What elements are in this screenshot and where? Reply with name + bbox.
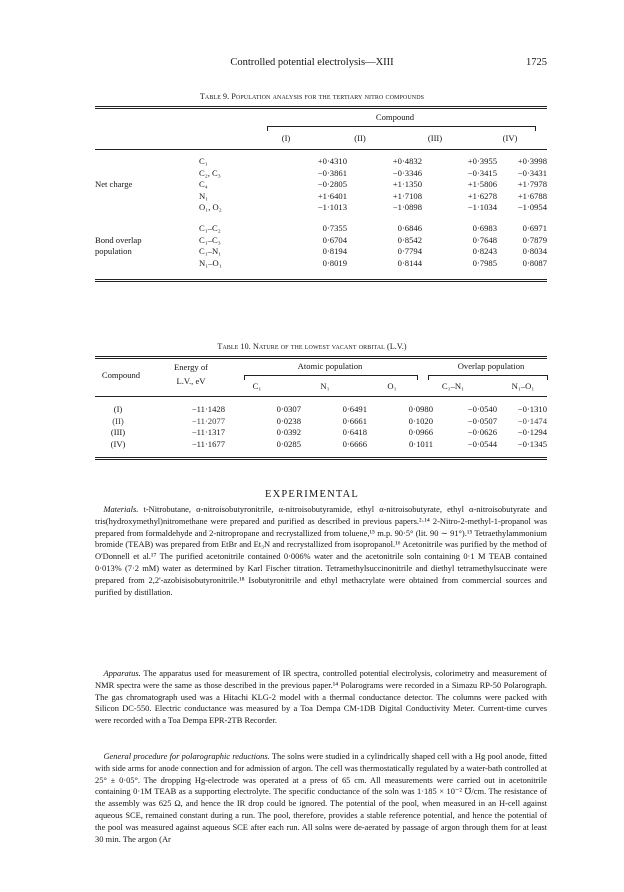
compound-cell: (III) (110, 427, 126, 437)
table-cell: −0·1474 (517, 415, 547, 426)
table9-caption-label: Table 9. (199, 92, 230, 101)
table10-energy-header-line2: L.V., eV (176, 376, 206, 386)
table9-col-header: (I) (281, 133, 291, 143)
table-cell: 0·1011 (408, 438, 433, 449)
table-row (95, 156, 547, 168)
table10-col-header: N₁–O₁ (511, 381, 535, 391)
table-cell: −0·0626 (467, 427, 497, 437)
table-cell: +0·4310 (317, 156, 347, 166)
compound-cell: (II) (112, 415, 124, 426)
table10-overlap-group-header: Overlap population (457, 361, 525, 371)
group-label: Net charge (95, 179, 133, 189)
table-row (95, 404, 547, 416)
table-cell: 0·6666 (342, 438, 367, 449)
table-cell: 0·6704 (322, 234, 347, 245)
table9-bottom-rule (95, 279, 547, 280)
table10-overlap-brace (428, 375, 548, 380)
table-cell: 0·8019 (322, 257, 347, 268)
table9-col-header: (IV) (502, 133, 518, 143)
table-cell: −1·1013 (317, 202, 347, 212)
table9-col-header: (II) (354, 133, 366, 143)
table10-col-header: O₁ (387, 381, 397, 391)
table-cell: +1·6788 (517, 190, 547, 201)
paragraph-label: General procedure for polarographic reductions. (103, 751, 270, 761)
table-cell: −0·3861 (317, 167, 347, 178)
compound-cell: (IV) (110, 438, 126, 449)
energy-cell: −11·1428 (191, 404, 225, 414)
group-label (95, 258, 199, 270)
table-cell: 0·8243 (472, 246, 497, 256)
table-cell: 0·6983 (472, 223, 497, 233)
table-cell: 0·6418 (342, 427, 367, 437)
paragraph-label: Materials. (103, 504, 139, 514)
energy-cell: −11·2077 (191, 415, 225, 426)
group-label (95, 168, 199, 180)
table-cell: 0·0966 (408, 427, 433, 437)
page-number: 1725 (526, 57, 547, 68)
atom-label: N₁ (199, 190, 209, 201)
table10-caption (0, 342, 624, 351)
table-cell: 0·6661 (342, 415, 367, 426)
table10-body (95, 404, 547, 450)
table10-energy-header-line1: Energy of (174, 362, 208, 372)
table-cell: 0·0980 (408, 404, 433, 414)
atom-label: C₁–C₂ (199, 223, 221, 233)
table-cell: 0·0392 (276, 427, 301, 437)
table9-top-rule (95, 106, 547, 107)
table-cell: 0·0238 (276, 415, 301, 426)
table-cell: 0·0307 (276, 404, 301, 414)
table-cell: +0·4832 (392, 156, 422, 166)
paragraph-text: The apparatus used for measurement of IR spectra, controlled potential electrolysis, colorimetry and measurement of NMR spectra were the same as those described in the previous paper.¹⁴ Polarograms were recorded in a Simazu RP-50 Polarograph. The gas chromatograph used was a Hitachi KLG-2 model with a thermal conductance detector. The columns were packed with Silicon DC-550. Electric conductance was measured by a Toa Dempa CM-1DB Digital Conductivity Meter. Current-time curves were recorded with a Toa Dempa EPR-2TB Recorder. (95, 668, 547, 726)
table-row (95, 179, 547, 191)
apparatus-paragraph (95, 668, 547, 727)
table-row (95, 246, 547, 258)
table-cell: +1·7108 (392, 190, 422, 201)
energy-cell: −11·1317 (191, 427, 225, 437)
table-cell: 0·0285 (276, 438, 301, 449)
table-cell: −1·0954 (517, 202, 547, 212)
group-label: population (95, 246, 132, 256)
table-cell: 0·7355 (322, 223, 347, 233)
table-cell: −1·0898 (392, 202, 422, 212)
table-cell: 0·1020 (408, 415, 433, 426)
table-cell: −0·2805 (317, 179, 347, 189)
table10-bottom-rule (95, 457, 547, 458)
table-cell: +0·3998 (517, 156, 547, 166)
atom-label: C₂, C₃ (199, 167, 221, 178)
atom-label: C₁–C₃ (199, 234, 221, 245)
paragraph-text: t-Nitrobutane, α-nitroisobutyronitrile, α-nitroisobutyramide, ethyl α-nitroisobutyrate, ethyl α-nitroisobutyrate and tris(hydroxymethyl)nitromethane were prepared and purified as described in previous papers.²·¹⁴ 2-Nitro-2-methyl-1-propanol was prepared from formaldehyde and 2-nitropropane and recrystallized from toluene,¹⁵ m.p. 90·5° (lit. 90 ∼ 91°).¹⁵ Tetraethylammonium bromide (TEAB) was prepared from EtBr and Et₃N and recrystallized from isopropanol.¹⁶ Acetonitrile was purified by the method of O'Donnell et al.¹⁷ The purified acetonitrile contained 0·006% water and the acetonitrile soln containing 0·1 M TEAB contained 0·013% (7·2 mM) water as determined by Karl Fischer titration. Tetramethylsuccinonitrile and diethyl tetramethylsuccinate were prepared from 2,2'-azobisisobutyronitrile.¹⁸ Isobutyronitrile and ethyl methacrylate were obtained from commercial sources and purified by distillation. (95, 504, 547, 597)
table-cell: 0·7985 (472, 257, 497, 268)
table-cell: −0·3431 (517, 167, 547, 178)
group-label (95, 223, 199, 235)
table-row (95, 258, 547, 270)
table-cell: −0·3346 (392, 167, 422, 178)
table-cell: 0·7879 (522, 234, 547, 245)
group-label (95, 191, 199, 203)
table10-col-header: N₁ (320, 381, 330, 391)
table9-caption-text: Population analysis for the tertiary nitro compounds (231, 92, 425, 101)
table-cell: −0·1345 (517, 438, 547, 449)
table9-caption (0, 92, 624, 101)
table-cell: 0·8087 (522, 257, 547, 268)
table10-atomic-group-header: Atomic population (297, 361, 363, 371)
table10-col-header: C₁ (252, 381, 262, 391)
table-cell: 0·7648 (472, 234, 497, 245)
table-cell: +0·3955 (467, 156, 497, 166)
table10-compound-header: Compound (101, 370, 141, 380)
table-cell: −0·0540 (467, 404, 497, 414)
table-row (95, 168, 547, 180)
table-row (95, 427, 547, 439)
materials-paragraph (95, 504, 547, 598)
table-cell: +1·1350 (392, 179, 422, 189)
table-row (95, 439, 547, 451)
table10-top-rule (95, 356, 547, 357)
atom-label: N₁–O₁ (199, 257, 222, 268)
table9-header-rule (95, 149, 547, 150)
table-cell: +1·6278 (467, 190, 497, 201)
energy-cell: −11·1677 (191, 438, 225, 449)
table10-header-rule (95, 396, 547, 397)
table-cell: 0·8542 (397, 234, 422, 245)
table9-group-header: Compound (375, 112, 415, 122)
atom-label: O₁, O₂ (199, 202, 222, 212)
atom-label: C₁–N₁ (199, 246, 222, 256)
table-cell: −0·1294 (517, 427, 547, 437)
table10-bottom-rule-double (95, 459, 547, 460)
table-cell: 0·8034 (522, 246, 547, 256)
section-heading: EXPERIMENTAL (264, 489, 360, 500)
table-cell: −0·3415 (467, 167, 497, 178)
table9-bond-overlap-group (95, 223, 547, 269)
table-cell: 0·7794 (397, 246, 422, 256)
table-cell: +1·5806 (467, 179, 497, 189)
paragraph-text: The solns were studied in a cylindrically shaped cell with a Hg pool anode, fitted with side arms for anode connection and for admission of argon. The cell was thermostatically regulated by a water-bath controlled at 25° ± 0·05°. The dropping Hg-electrode was operated at a press of 65 cm. All measurements were carried out in acetonitrile containing 0·1M TEAB as a supporting electrolyte. The specific conductance of the soln was 1·185 × 10⁻² ℧/cm. The resistance of the assembly was 625 Ω, and hence the IR drop could be ignored. The potential of the pool, when measured in an H-cell against aqueous SCE, remained constant during a run. The pool, therefore, provides a stable reference potential, and hence the potential of the pool was measured against aqueous SCE after each run. All solns were de-aerated by passage of argon through them for at least 30 min. The argon (Ar (95, 751, 547, 844)
table10-top-rule-double (95, 358, 547, 359)
table-cell: +1·6401 (317, 190, 347, 201)
table-cell: 0·6846 (397, 223, 422, 233)
running-title: Controlled potential electrolysis—XIII (230, 57, 394, 68)
table-cell: 0·8144 (397, 257, 422, 268)
table10-atomic-brace (244, 375, 418, 380)
atom-label: C₁ (199, 156, 208, 166)
table10-caption-label: Table 10. (217, 342, 251, 351)
table9-top-rule-double (95, 108, 547, 109)
paragraph-label: Apparatus. (103, 668, 141, 678)
general-procedure-paragraph (95, 751, 547, 845)
table-row (95, 416, 547, 428)
group-label (95, 202, 199, 214)
table-cell: +1·7978 (517, 179, 547, 189)
compound-cell: (I) (113, 404, 123, 414)
table-cell: −1·1034 (467, 202, 497, 212)
table-cell: −0·1310 (517, 404, 547, 414)
table-cell: −0·0507 (467, 415, 497, 426)
table-row (95, 202, 547, 214)
table-cell: 0·6491 (342, 404, 367, 414)
table-cell: 0·6971 (522, 223, 547, 233)
table-row (95, 235, 547, 247)
group-label (95, 156, 199, 168)
table10-col-header: C₁–N₁ (441, 381, 465, 391)
table-row (95, 223, 547, 235)
group-label: Bond overlap (95, 234, 142, 245)
table9-group-brace (267, 126, 536, 131)
table-row (95, 191, 547, 203)
table10-caption-text: Nature of the lowest vacant orbital (L.V.) (252, 342, 407, 351)
table-cell: 0·8194 (322, 246, 347, 256)
table9-net-charge-group (95, 156, 547, 214)
atom-label: C₄ (199, 179, 208, 189)
table9-bottom-rule-double (95, 281, 547, 282)
table9-col-header: (III) (427, 133, 443, 143)
table-cell: −0·0544 (467, 438, 497, 449)
